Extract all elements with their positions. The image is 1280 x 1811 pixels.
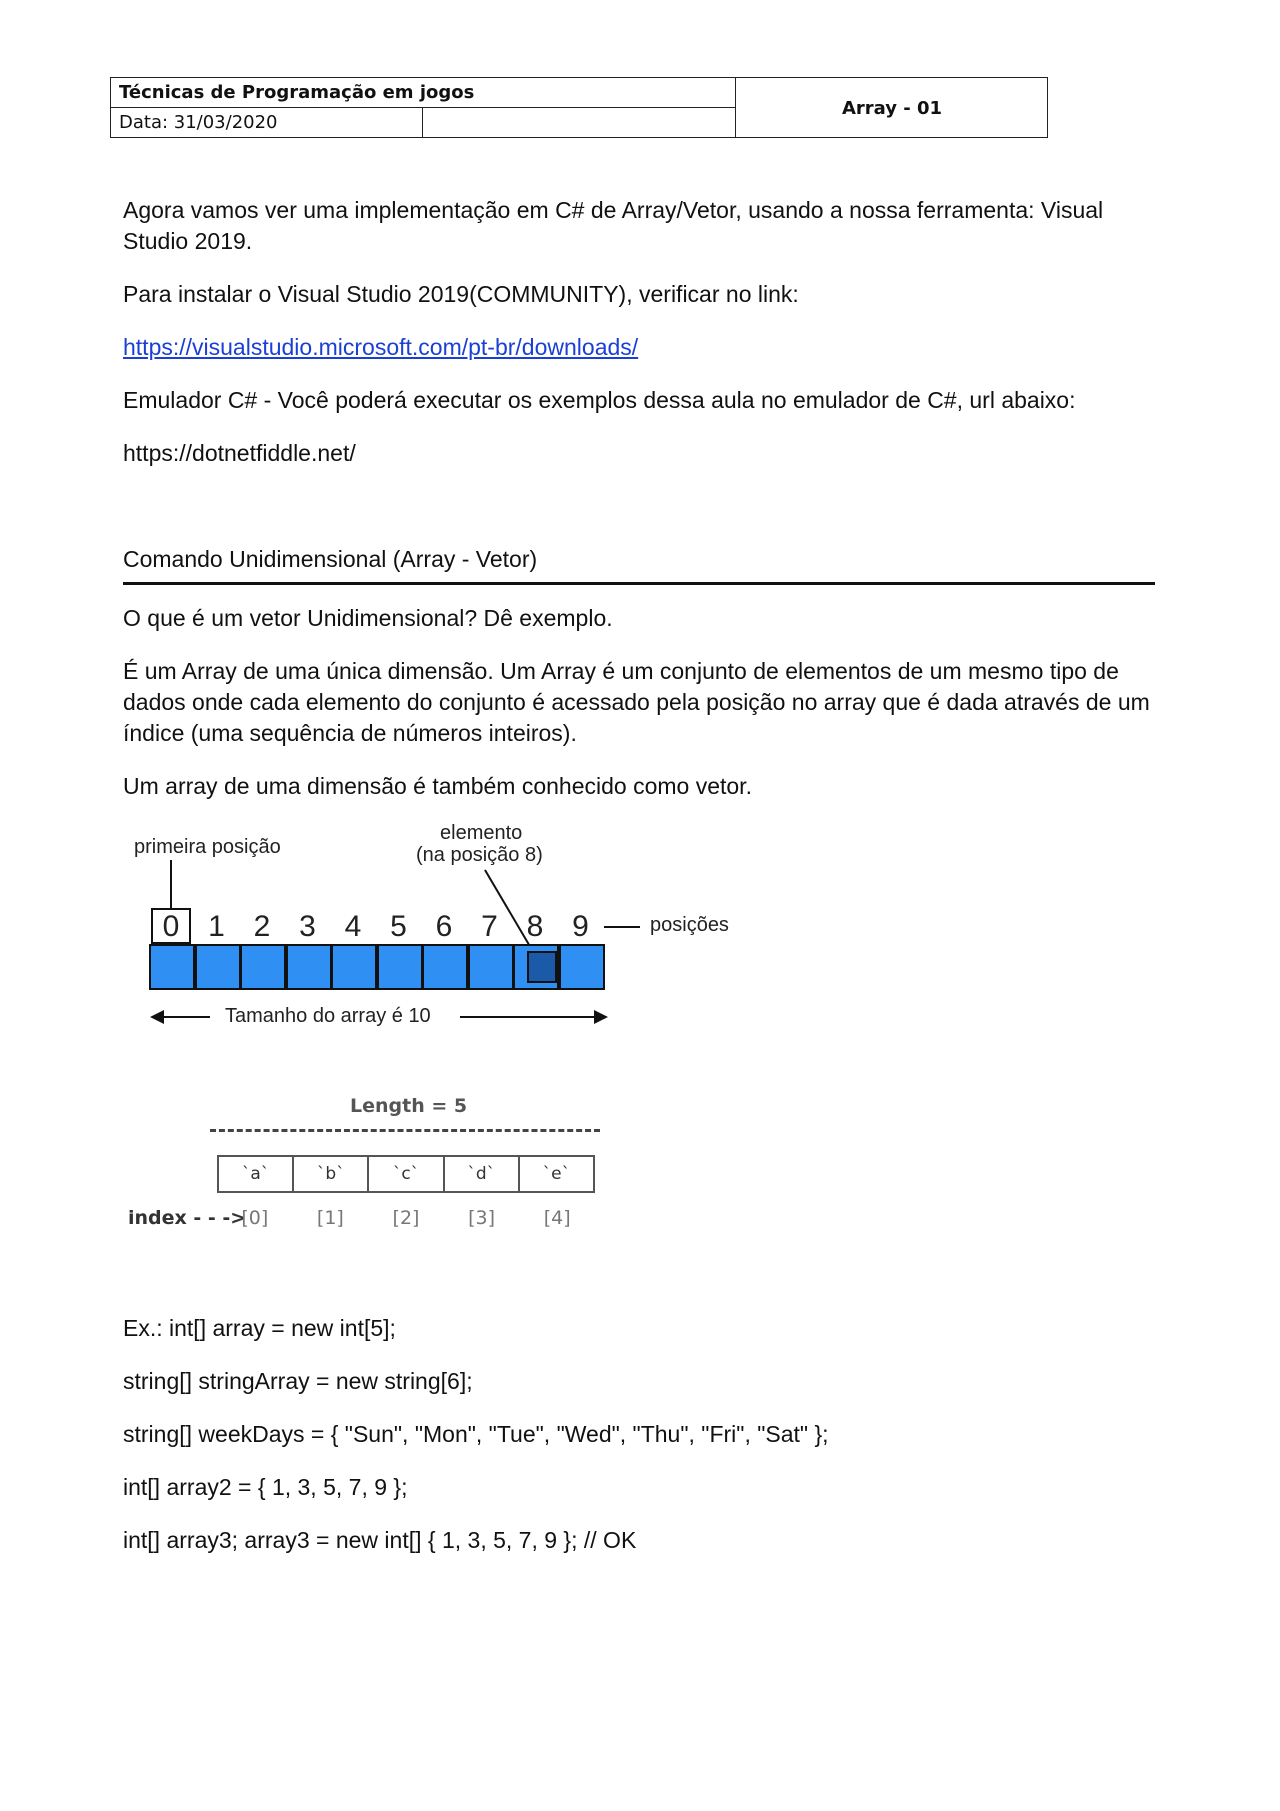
- array-cell: [149, 944, 195, 990]
- length-dashed-line: [210, 1129, 600, 1132]
- section-heading: Comando Unidimensional (Array - Vetor): [123, 546, 538, 572]
- length-label: Length = 5: [350, 1095, 468, 1117]
- array-cell: [468, 944, 514, 990]
- array-index: [2]: [392, 1207, 420, 1229]
- selected-element: [527, 951, 557, 983]
- array-size-label: Tamanho do array é 10: [225, 1005, 431, 1027]
- array-cell: [286, 944, 332, 990]
- index-label: index - - ->: [128, 1207, 247, 1229]
- length-diagram: [125, 1095, 625, 1245]
- question-text: O que é um vetor Unidimensional? Dê exemplo.: [123, 605, 613, 631]
- download-link[interactable]: https://visualstudio.microsoft.com/pt-br/downloads/: [123, 334, 639, 360]
- element-label: elemento: [440, 822, 523, 844]
- answer-paragraph: É um Array de uma única dimensão. Um Array é um conjunto de elementos de um mesmo tipo de dados onde cada elemento do conjunto é acessado pela posição no array que é dada através de um índice (uma sequência de números inteiros).: [123, 658, 1150, 746]
- array-value-cell: `a`: [219, 1157, 294, 1191]
- position-index: 8: [526, 910, 544, 943]
- note-paragraph: Um array de uma dimensão é também conhecido como vetor.: [123, 773, 752, 799]
- position-index: 3: [299, 910, 316, 943]
- array-cell: [377, 944, 423, 990]
- emulator-url: https://dotnetfiddle.net/: [123, 440, 356, 466]
- array-cell: [422, 944, 468, 990]
- array-index: [3]: [468, 1207, 496, 1229]
- array-diagram: [130, 822, 770, 1035]
- position-index: 1: [208, 910, 225, 943]
- array-index: [4]: [543, 1207, 571, 1229]
- position-index: 0: [162, 910, 180, 943]
- position-index: 9: [572, 910, 589, 943]
- position-index: 5: [390, 910, 407, 943]
- example-line: string[] stringArray = new string[6];: [123, 1368, 473, 1394]
- array-index: [0]: [241, 1207, 269, 1229]
- array-index: [1]: [316, 1207, 344, 1229]
- element-position-label: (na posição 8): [416, 844, 543, 866]
- course-title: Técnicas de Programação em jogos: [111, 78, 736, 108]
- position-index: 2: [253, 910, 271, 943]
- example-line: int[] array2 = { 1, 3, 5, 7, 9 };: [123, 1474, 408, 1500]
- array-cell: [195, 944, 241, 990]
- empty-cell: [423, 108, 736, 138]
- array-value-cell: `b`: [294, 1157, 369, 1191]
- array-value-cell: `d`: [445, 1157, 520, 1191]
- example-line: Ex.: int[] array = new int[5];: [123, 1315, 396, 1341]
- first-position-label: primeira posição: [134, 836, 281, 858]
- section-divider: [123, 582, 1155, 585]
- positions-label: posições: [650, 914, 729, 936]
- document-title: Array - 01: [841, 97, 943, 119]
- example-line: int[] array3; array3 = new int[] { 1, 3, 5, 7, 9 }; // OK: [123, 1527, 637, 1553]
- install-paragraph: Para instalar o Visual Studio 2019(COMMUNITY), verificar no link:: [123, 281, 799, 307]
- position-index: 6: [435, 910, 453, 943]
- intro-paragraph: Agora vamos ver uma implementação em C# de Array/Vetor, usando a nossa ferramenta: Visual Studio 2019.: [123, 197, 1104, 254]
- array-cells: [217, 1155, 595, 1193]
- emulator-paragraph: Emulador C# - Você poderá executar os exemplos dessa aula no emulador de C#, url abaixo:: [123, 387, 1076, 413]
- array-value-cell: `c`: [369, 1157, 444, 1191]
- array-cell: [331, 944, 377, 990]
- date-field: Data: 31/03/2020: [111, 108, 423, 138]
- header-table: [110, 77, 1048, 138]
- array-cell: [240, 944, 286, 990]
- position-index: 4: [344, 910, 362, 943]
- position-index: 7: [481, 910, 498, 943]
- example-line: string[] weekDays = { "Sun", "Mon", "Tue", "Wed", "Thu", "Fri", "Sat" };: [123, 1421, 829, 1447]
- array-cell: [559, 944, 605, 990]
- array-value-cell: `e`: [542, 1164, 571, 1184]
